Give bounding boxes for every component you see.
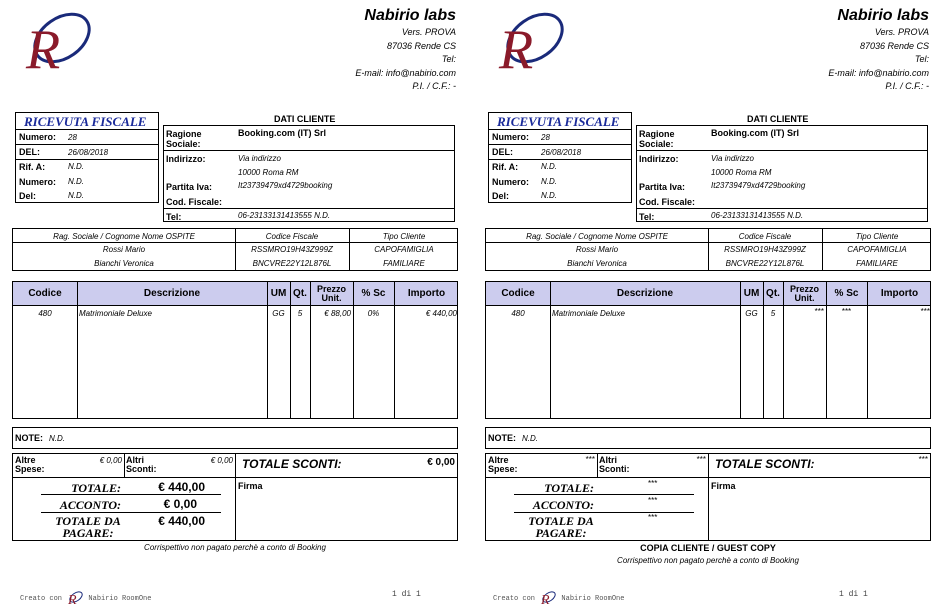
receipt-number: 28 xyxy=(541,133,550,142)
other-discounts-label: Altri Sconti: xyxy=(599,455,630,474)
total-value: *** xyxy=(648,479,658,488)
page-number: 1 di 1 xyxy=(839,590,868,599)
company-line: Tel: xyxy=(914,54,929,64)
client-city: 10000 Roma RM xyxy=(238,168,299,177)
guest-name: Rossi Mario xyxy=(575,245,619,254)
company-header xyxy=(679,6,929,94)
item-qty: 5 xyxy=(297,309,303,318)
guest-fiscal-code: RSSMRO19H43Z999Z xyxy=(251,245,333,254)
items-header-qty: Qt. xyxy=(766,288,780,299)
client-info-box xyxy=(163,125,455,222)
items-header-discount: % Sc xyxy=(361,288,386,299)
svg-text:R: R xyxy=(541,593,550,606)
signature-label: Firma xyxy=(238,481,263,491)
company-name: Nabirio labs xyxy=(364,7,456,24)
receipt-title: RICEVUTA FISCALE xyxy=(497,114,620,129)
guest-copy-label: COPIA CLIENTE / GUEST COPY xyxy=(640,543,776,553)
item-discount: *** xyxy=(841,307,852,316)
guests-header: Tipo Cliente xyxy=(382,232,426,241)
totals-box xyxy=(485,453,931,541)
items-header-discount: % Sc xyxy=(834,288,859,299)
company-line: Vers. PROVA xyxy=(401,27,456,37)
company-line: P.I. / C.F.: - xyxy=(412,81,456,91)
client-vat: It23739479xd4729booking xyxy=(711,181,806,190)
total-discounts-value: € 0,00 xyxy=(427,457,455,468)
items-header-qty: Qt. xyxy=(293,288,307,299)
other-costs-value: € 0,00 xyxy=(99,456,122,465)
client-city: 10000 Roma RM xyxy=(711,168,772,177)
items-table xyxy=(485,281,931,419)
receipt-info-box xyxy=(488,112,632,203)
guest-name: Rossi Mario xyxy=(102,245,146,254)
items-header-code: Codice xyxy=(501,288,535,299)
items-header-description: Descrizione xyxy=(616,288,674,299)
deposit-value: *** xyxy=(648,496,658,505)
client-phone: 06-23133131413555 N.D. xyxy=(238,211,331,220)
client-address-label: Indirizzo: xyxy=(639,154,679,164)
created-by xyxy=(493,590,624,606)
client-phone-label: Tel: xyxy=(166,212,182,222)
rif-label: Rif. A: xyxy=(492,162,519,172)
receipt-info-box xyxy=(15,112,159,203)
company-line: E-mail: info@nabirio.com xyxy=(355,67,456,78)
receipt-title: RICEVUTA FISCALE xyxy=(24,114,147,129)
svg-text:R: R xyxy=(68,593,77,606)
item-discount: 0% xyxy=(367,309,380,318)
receipt-number-label: Numero: xyxy=(19,132,57,142)
amount-due-value: € 440,00 xyxy=(158,514,205,528)
client-name: Booking.com (IT) Srl xyxy=(711,128,800,138)
guest-fiscal-code: BNCVRE22Y12L876L xyxy=(252,259,332,268)
item-um: GG xyxy=(745,309,758,318)
created-by xyxy=(20,590,151,606)
deposit-value: € 0,00 xyxy=(163,497,197,511)
client-title: DATI CLIENTE xyxy=(747,114,809,124)
receipt-date: 26/08/2018 xyxy=(541,148,582,157)
client-address: Via indirizzo xyxy=(238,154,281,163)
company-line: 87036 Rende CS xyxy=(859,40,929,51)
rif-number-label: Numero: xyxy=(492,177,530,187)
company-logo xyxy=(16,6,96,80)
rif-date: N.D. xyxy=(68,191,84,200)
client-name-label: Ragione Sociale: xyxy=(166,129,202,149)
amount-due-value: *** xyxy=(648,513,658,522)
guests-table xyxy=(485,228,931,271)
total-label: TOTALE: xyxy=(544,481,594,495)
client-name: Booking.com (IT) Srl xyxy=(238,128,327,138)
deposit-label: ACCONTO: xyxy=(532,498,594,512)
svg-text:R: R xyxy=(26,19,61,80)
total-discounts-label: TOTALE SCONTI: xyxy=(715,457,815,471)
client-address-label: Indirizzo: xyxy=(166,154,206,164)
guest-type: CAPOFAMIGLIA xyxy=(847,245,907,254)
total-value: € 440,00 xyxy=(158,480,205,494)
guest-fiscal-code: RSSMRO19H43Z999Z xyxy=(724,245,806,254)
client-title: DATI CLIENTE xyxy=(274,114,336,124)
page-number: 1 di 1 xyxy=(392,590,421,599)
rif-value: N.D. xyxy=(68,162,84,171)
company-line: E-mail: info@nabirio.com xyxy=(828,67,929,78)
rif-number: N.D. xyxy=(68,177,84,186)
client-info-box xyxy=(636,125,928,222)
product-name: Nabirio RoomOne xyxy=(561,594,625,603)
note-box xyxy=(12,427,458,449)
client-vat-label: Partita Iva: xyxy=(166,182,213,192)
rif-date-label: Del: xyxy=(492,191,510,201)
other-costs-label: Altre Spese: xyxy=(15,455,45,474)
guest-fiscal-code: BNCVRE22Y12L876L xyxy=(725,259,805,268)
company-line: Vers. PROVA xyxy=(874,27,929,37)
items-header-amount: Importo xyxy=(407,288,446,299)
other-discounts-value: *** xyxy=(696,455,706,464)
items-header-um: UM xyxy=(743,288,760,299)
rif-number-label: Numero: xyxy=(19,177,57,187)
product-logo-icon xyxy=(66,590,84,606)
item-qty: 5 xyxy=(770,309,776,318)
receipt-date: 26/08/2018 xyxy=(68,148,109,157)
company-name: Nabirio labs xyxy=(837,7,929,24)
other-costs-label: Altre Spese: xyxy=(488,455,518,474)
receipt-copy-original xyxy=(0,0,460,612)
item-um: GG xyxy=(272,309,285,318)
items-header-code: Codice xyxy=(28,288,62,299)
client-fiscal-code-label: Cod. Fiscale: xyxy=(639,197,696,207)
other-discounts-label: Altri Sconti: xyxy=(126,455,157,474)
note-value: N.D. xyxy=(522,434,538,443)
client-vat-label: Partita Iva: xyxy=(639,182,686,192)
created-by-label: Creato con xyxy=(20,594,63,603)
deposit-label: ACCONTO: xyxy=(59,498,121,512)
total-label: TOTALE: xyxy=(71,481,121,495)
company-line: P.I. / C.F.: - xyxy=(885,81,929,91)
note-box xyxy=(485,427,931,449)
receipt-number: 28 xyxy=(68,133,77,142)
payment-note: Corrispettivo non pagato perchè a conto di Booking xyxy=(144,543,326,552)
guests-header: Rag. Sociale / Cognome Nome OSPITE xyxy=(53,232,195,241)
rif-date: N.D. xyxy=(541,191,557,200)
note-label: NOTE: xyxy=(15,433,43,443)
product-name: Nabirio RoomOne xyxy=(88,594,152,603)
client-fiscal-code-label: Cod. Fiscale: xyxy=(166,197,223,207)
product-logo-icon xyxy=(539,590,557,606)
amount-due-label: TOTALE DA PAGARE: xyxy=(528,514,594,540)
company-line: 87036 Rende CS xyxy=(386,40,456,51)
guest-name: Bianchi Veronica xyxy=(567,259,627,268)
rif-number: N.D. xyxy=(541,177,557,186)
totals-box xyxy=(12,453,458,541)
other-costs-value: *** xyxy=(585,455,595,464)
guest-type: CAPOFAMIGLIA xyxy=(374,245,434,254)
receipt-date-label: DEL: xyxy=(19,147,40,157)
guest-name: Bianchi Veronica xyxy=(94,259,154,268)
items-table xyxy=(12,281,458,419)
items-header-amount: Importo xyxy=(880,288,919,299)
guests-header: Codice Fiscale xyxy=(265,232,319,241)
item-amount: *** xyxy=(920,307,930,316)
company-header xyxy=(206,6,456,94)
guests-header: Tipo Cliente xyxy=(855,232,899,241)
client-phone: 06-23133131413555 N.D. xyxy=(711,211,804,220)
payment-note: Corrispettivo non pagato perchè a conto di Booking xyxy=(617,556,799,565)
client-name-label: Ragione Sociale: xyxy=(639,129,675,149)
guests-header: Rag. Sociale / Cognome Nome OSPITE xyxy=(526,232,668,241)
item-unit-price: € 88,00 xyxy=(324,309,351,318)
items-header-description: Descrizione xyxy=(143,288,201,299)
client-vat: It23739479xd4729booking xyxy=(238,181,333,190)
created-by-label: Creato con xyxy=(493,594,536,603)
company-line: Tel: xyxy=(441,54,456,64)
rif-date-label: Del: xyxy=(19,191,37,201)
items-header-unit-price: Prezzo Unit. xyxy=(316,283,346,303)
total-discounts-label: TOTALE SCONTI: xyxy=(242,457,342,471)
receipt-copy-guest xyxy=(473,0,933,612)
receipt-date-label: DEL: xyxy=(492,147,513,157)
items-header-um: UM xyxy=(270,288,287,299)
client-address: Via indirizzo xyxy=(711,154,754,163)
item-code: 480 xyxy=(38,309,52,318)
other-discounts-value: € 0,00 xyxy=(210,456,233,465)
item-amount: € 440,00 xyxy=(425,309,457,318)
items-header-unit-price: Prezzo Unit. xyxy=(789,283,819,303)
item-unit-price: *** xyxy=(814,307,824,316)
guests-table xyxy=(12,228,458,271)
guests-header: Codice Fiscale xyxy=(738,232,792,241)
total-discounts-value: *** xyxy=(918,455,928,464)
note-value: N.D. xyxy=(49,434,65,443)
note-label: NOTE: xyxy=(488,433,516,443)
item-code: 480 xyxy=(511,309,525,318)
item-description: Matrimoniale Deluxe xyxy=(552,309,625,318)
guest-type: FAMILIARE xyxy=(383,259,425,268)
amount-due-label: TOTALE DA PAGARE: xyxy=(55,514,121,540)
receipt-number-label: Numero: xyxy=(492,132,530,142)
company-logo xyxy=(489,6,569,80)
svg-text:R: R xyxy=(499,19,534,80)
rif-value: N.D. xyxy=(541,162,557,171)
item-description: Matrimoniale Deluxe xyxy=(79,309,152,318)
client-phone-label: Tel: xyxy=(639,212,655,222)
guest-type: FAMILIARE xyxy=(856,259,898,268)
rif-label: Rif. A: xyxy=(19,162,46,172)
signature-label: Firma xyxy=(711,481,736,491)
